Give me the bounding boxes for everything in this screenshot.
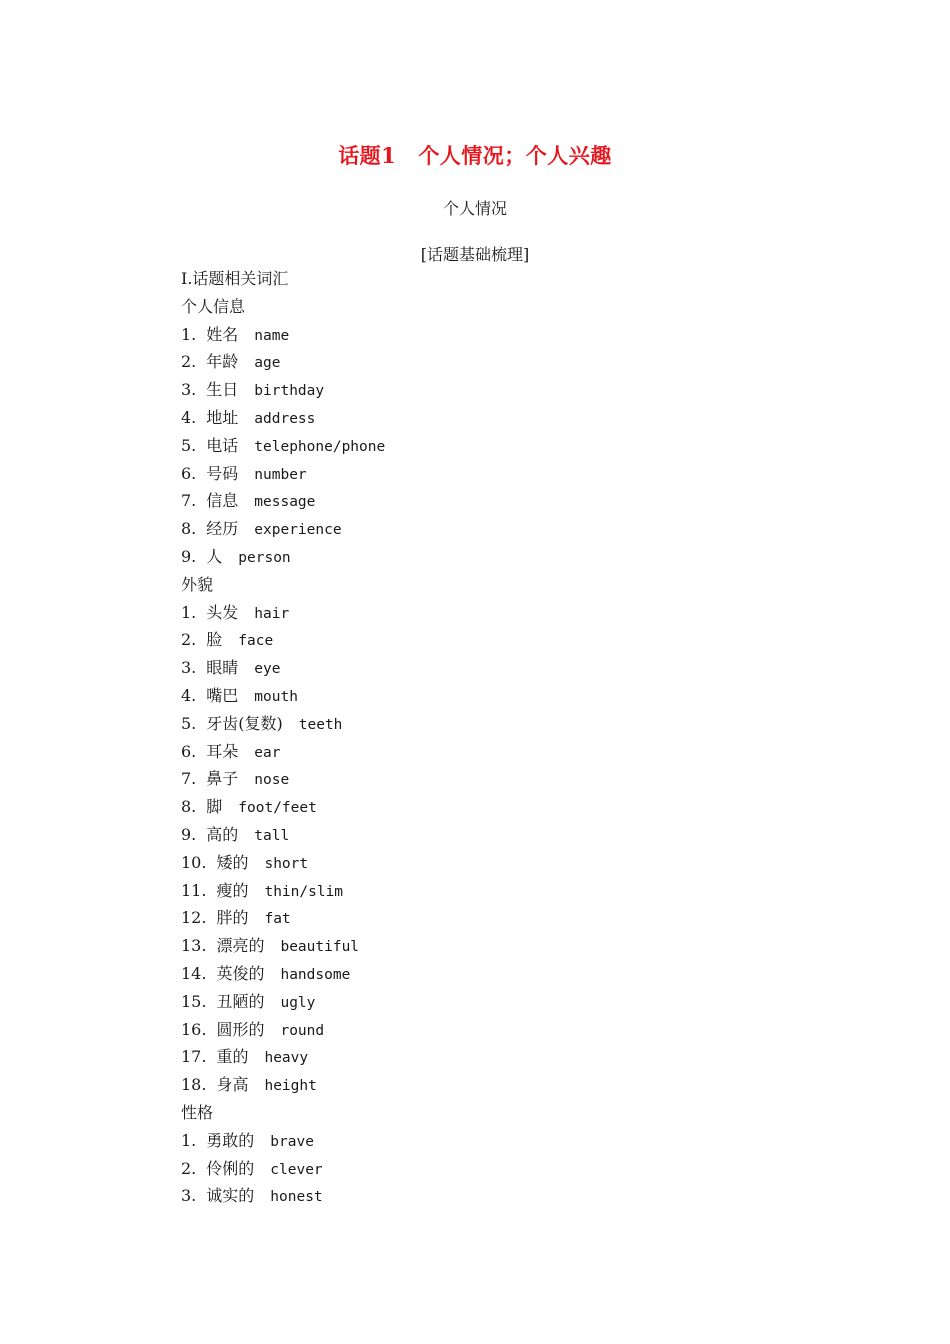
page-title [0, 140, 950, 170]
vocab-item-english: honest [270, 1189, 323, 1206]
vocab-item-number: 17. [181, 1047, 207, 1067]
vocab-item-chinese: 耳朵 [206, 741, 239, 761]
vocab-item-chinese: 人 [206, 546, 223, 566]
vocab-item [181, 710, 781, 738]
vocab-item-number: 6. [181, 741, 197, 761]
vocab-item-number: 9. [181, 546, 197, 566]
vocab-item-number: 3. [181, 380, 197, 400]
vocab-item-number: 1. [181, 602, 197, 622]
vocab-groups [181, 293, 781, 1210]
vocab-item [181, 432, 781, 460]
vocab-item-english: clever [270, 1161, 323, 1178]
vocab-item-chinese: 牙齿(复数) [206, 713, 283, 733]
vocab-item-number: 6. [181, 463, 197, 483]
vocab-item [181, 849, 781, 877]
vocab-item [181, 376, 781, 404]
vocab-item [181, 1043, 781, 1071]
vocab-item-number: 2. [181, 352, 197, 372]
vocab-item [181, 654, 781, 682]
vocab-item-chinese: 重的 [216, 1047, 249, 1067]
vocab-item-number: 12. [181, 908, 207, 928]
vocab-item-number: 3. [181, 658, 197, 678]
vocab-item-chinese: 漂亮的 [216, 936, 265, 956]
section-label: [话题基础梳理] [420, 245, 530, 264]
vocab-item-english: nose [254, 772, 290, 789]
vocab-item-english: brave [270, 1133, 314, 1150]
vocab-item [181, 1016, 781, 1044]
section-subtitle: 个人情况 [442, 199, 507, 218]
vocab-item-english: teeth [298, 716, 343, 733]
vocab-item-number: 7. [181, 769, 197, 789]
vocab-item [181, 738, 781, 766]
vocab-item-english: height [264, 1078, 317, 1095]
vocab-item-number: 3. [181, 1186, 197, 1206]
title-topic-name: 个人情况；个人兴趣 [418, 143, 612, 168]
vocab-item-number: 5. [181, 713, 197, 733]
vocab-item-english: heavy [264, 1050, 309, 1067]
vocab-item-english: birthday [254, 383, 325, 400]
vocab-item-number: 14. [181, 963, 207, 983]
vocab-item-chinese: 脸 [206, 630, 223, 650]
vocab-item-chinese: 姓名 [206, 324, 239, 344]
vocab-item-english: short [264, 855, 309, 872]
vocab-item-number: 16. [181, 1019, 207, 1039]
vocab-item [181, 487, 781, 515]
vocab-item [181, 543, 781, 571]
vocab-item-english: round [280, 1022, 325, 1039]
vocab-item-chinese: 经历 [206, 519, 239, 539]
vocab-item [181, 515, 781, 543]
vocab-item-english: beautiful [280, 939, 360, 956]
vocab-item-number: 5. [181, 435, 197, 455]
vocab-item-english: age [254, 355, 281, 372]
vocab-item-chinese: 年龄 [206, 352, 239, 372]
vocab-item-english: fat [264, 911, 291, 928]
vocab-item-chinese: 嘴巴 [206, 685, 239, 705]
vocab-item-english: address [254, 410, 316, 427]
vocab-item [181, 877, 781, 905]
vocab-group-heading: 性格 [181, 1102, 214, 1122]
vocab-item-english: foot/feet [238, 800, 317, 817]
vocab-item [181, 682, 781, 710]
vocab-item-english: mouth [254, 688, 298, 705]
vocab-item [181, 460, 781, 488]
vocab-item-number: 2. [181, 630, 197, 650]
vocab-item-english: thin/slim [264, 883, 344, 900]
vocab-item-number: 1. [181, 324, 197, 344]
vocab-item-chinese: 生日 [206, 380, 239, 400]
vocab-item-chinese: 伶俐的 [206, 1158, 255, 1178]
vocab-item-english: tall [254, 827, 290, 844]
vocab-item-chinese: 鼻子 [206, 769, 239, 789]
vocab-item-number: 8. [181, 797, 197, 817]
vocab-item-english: experience [254, 522, 342, 539]
vocab-item-chinese: 电话 [206, 435, 239, 455]
vocab-item-chinese: 号码 [206, 463, 239, 483]
vocab-item [181, 1155, 781, 1183]
vocab-content [181, 265, 781, 1210]
vocab-item [181, 1127, 781, 1155]
vocab-item-english: person [238, 549, 291, 566]
vocab-item-chinese: 圆形的 [216, 1019, 265, 1039]
vocab-group-heading: 外貌 [181, 574, 214, 594]
vocab-item [181, 821, 781, 849]
vocab-heading: Ⅰ.话题相关词汇 [181, 269, 289, 288]
vocab-item-number: 4. [181, 407, 197, 427]
vocab-item-english: eye [254, 661, 281, 678]
title-topic-number: 话题1 [338, 143, 397, 168]
vocab-item-chinese: 丑陋的 [216, 991, 265, 1011]
vocab-item-chinese: 英俊的 [216, 963, 265, 983]
vocab-item [181, 960, 781, 988]
vocab-item-number: 15. [181, 991, 207, 1011]
vocab-item [181, 626, 781, 654]
vocab-item-chinese: 瘦的 [216, 880, 249, 900]
vocab-item-chinese: 勇敢的 [206, 1130, 255, 1150]
vocab-item-english: telephone/phone [254, 438, 386, 455]
vocab-item [181, 1071, 781, 1099]
vocab-item-number: 13. [181, 936, 207, 956]
vocab-item-english: name [254, 327, 290, 344]
vocab-item-chinese: 头发 [206, 602, 239, 622]
vocab-item-number: 18. [181, 1075, 207, 1095]
vocab-item [181, 765, 781, 793]
vocab-item-number: 4. [181, 685, 197, 705]
vocab-item-number: 2. [181, 1158, 197, 1178]
vocab-item-chinese: 脚 [206, 797, 223, 817]
vocab-item-chinese: 矮的 [216, 852, 249, 872]
vocab-item-english: hair [254, 605, 290, 622]
vocab-item-english: ugly [280, 994, 316, 1011]
vocab-item-number: 9. [181, 824, 197, 844]
vocab-item-english: face [238, 633, 274, 650]
vocab-item [181, 793, 781, 821]
vocab-item-number: 1. [181, 1130, 197, 1150]
vocab-item-chinese: 身高 [216, 1075, 249, 1095]
vocab-item [181, 1182, 781, 1210]
vocab-item [181, 988, 781, 1016]
vocab-item-chinese: 诚实的 [206, 1186, 255, 1206]
vocab-item-number: 8. [181, 519, 197, 539]
vocab-item-chinese: 地址 [206, 407, 239, 427]
vocab-item-number: 10. [181, 852, 207, 872]
vocab-item-english: message [254, 494, 316, 511]
vocab-item [181, 932, 781, 960]
vocab-item-chinese: 胖的 [216, 908, 249, 928]
vocab-item-chinese: 眼睛 [206, 658, 239, 678]
vocab-item [181, 348, 781, 376]
vocab-item-chinese: 高的 [206, 824, 239, 844]
vocab-group-heading: 个人信息 [181, 296, 246, 316]
vocab-item [181, 321, 781, 349]
vocab-item-number: 7. [181, 491, 197, 511]
vocab-item-chinese: 信息 [206, 491, 239, 511]
vocab-item [181, 599, 781, 627]
vocab-item-english: ear [254, 744, 281, 761]
vocab-item-english: handsome [280, 966, 351, 983]
vocab-item [181, 404, 781, 432]
vocab-item-english: number [254, 466, 307, 483]
vocab-item-number: 11. [181, 880, 207, 900]
vocab-item [181, 904, 781, 932]
